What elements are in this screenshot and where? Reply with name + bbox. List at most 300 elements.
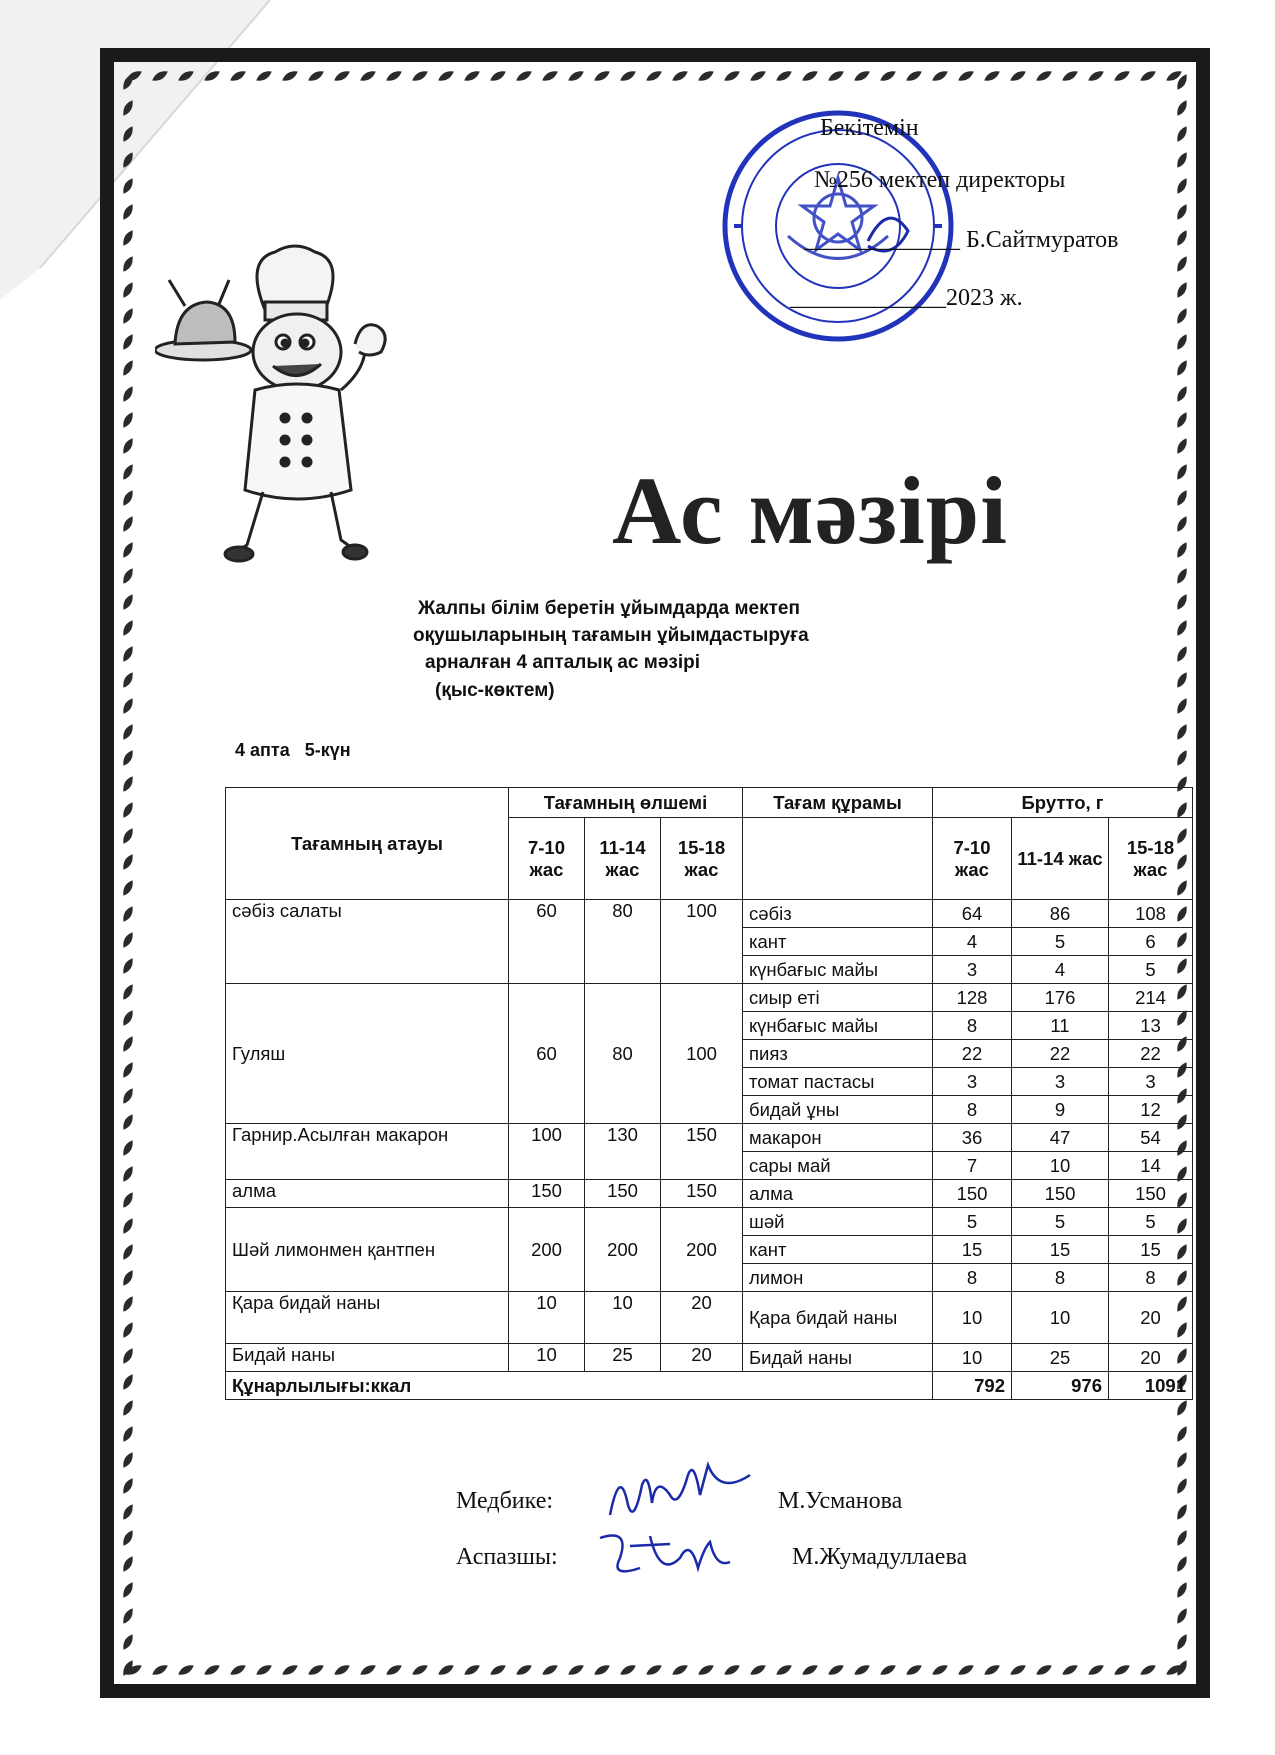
vine-leaf [254, 1662, 273, 1677]
table-row [226, 984, 1193, 1012]
brutto-value: 7 [933, 1152, 1012, 1180]
vine-leaf [120, 1086, 135, 1105]
vine-leaf [1174, 1398, 1189, 1417]
vine-leaf [904, 1662, 923, 1677]
vine-leaf [644, 1662, 663, 1677]
vine-leaf [826, 68, 845, 83]
approval-director: _____________ Б.Сайтмуратов [804, 227, 1119, 253]
vine-leaf [120, 1060, 135, 1079]
vine-leaf [1174, 150, 1189, 169]
vine-leaf [904, 68, 923, 83]
vine-leaf [1138, 68, 1157, 83]
vine-leaf [202, 68, 221, 83]
table-row [226, 1344, 1193, 1372]
dish-name: Гарнир.Асылған макарон [226, 1124, 509, 1180]
brutto-value: 54 [1109, 1124, 1193, 1152]
brutto-value: 22 [1109, 1040, 1193, 1068]
vine-leaf [774, 68, 793, 83]
brutto-value: 128 [933, 984, 1012, 1012]
vine-leaf [120, 436, 135, 455]
brutto-value: 14 [1109, 1152, 1193, 1180]
subtitle-line-2: оқушыларының тағамын ұйымдастыруға [413, 625, 809, 646]
vine-leaf [566, 68, 585, 83]
vine-leaf [1174, 358, 1189, 377]
vine-leaf [202, 1662, 221, 1677]
vine-leaf [120, 1190, 135, 1209]
vine-leaf [1008, 68, 1027, 83]
vine-leaf [1174, 1554, 1189, 1573]
vine-leaf [1034, 68, 1053, 83]
vine-leaf [592, 68, 611, 83]
vine-leaf [120, 514, 135, 533]
table-row [226, 900, 1193, 928]
vine-leaf [120, 1112, 135, 1131]
subtitle-line-1: Жалпы білім беретін ұйымдарда мектеп [418, 598, 800, 619]
week-day-label: 4 апта 5-күн [235, 740, 351, 760]
brutto-value: 10 [933, 1344, 1012, 1372]
dish-name: Шәй лимонмен қантпен [226, 1208, 509, 1292]
vine-leaf [878, 68, 897, 83]
vine-leaf [120, 852, 135, 871]
vine-leaf [982, 68, 1001, 83]
ingredient-name: Бидай наны [743, 1344, 933, 1372]
vine-leaf [228, 1662, 247, 1677]
vine-leaf [280, 68, 299, 83]
vine-leaf [120, 1502, 135, 1521]
brutto-value: 3 [1012, 1068, 1109, 1096]
brutto-value: 108 [1109, 900, 1193, 928]
brutto-value: 22 [933, 1040, 1012, 1068]
vine-leaf [1060, 68, 1079, 83]
vine-leaf [1174, 488, 1189, 507]
dish-name: Қара бидай наны [226, 1292, 509, 1344]
vine-leaf [120, 176, 135, 195]
vine-leaf [1174, 1450, 1189, 1469]
vine-leaf [514, 68, 533, 83]
brutto-value: 20 [1109, 1292, 1193, 1344]
vine-leaf [566, 1662, 585, 1677]
vine-leaf [1174, 1606, 1189, 1625]
brutto-value: 150 [933, 1180, 1012, 1208]
vine-leaf [120, 1138, 135, 1157]
table-row [226, 1180, 1193, 1208]
ingredient-name: шәй [743, 1208, 933, 1236]
header-portion-age-1: 7-10 жас [509, 818, 585, 900]
vine-leaf [1138, 1662, 1157, 1677]
brutto-value: 22 [1012, 1040, 1109, 1068]
vine-leaf [120, 1398, 135, 1417]
brutto-value: 5 [1109, 1208, 1193, 1236]
dish-name: Гуляш [226, 984, 509, 1124]
portion-value: 150 [661, 1180, 743, 1208]
vine-leaf [436, 1662, 455, 1677]
portion-value: 200 [661, 1208, 743, 1292]
subtitle-line-4: (қыс-көктем) [435, 680, 555, 701]
nurse-name: М.Усманова [778, 1488, 903, 1514]
vine-leaf [120, 956, 135, 975]
vine-leaf [120, 1424, 135, 1443]
table-row [226, 1292, 1193, 1344]
vine-leaf [120, 1242, 135, 1261]
vine-leaf [120, 150, 135, 169]
brutto-value: 13 [1109, 1012, 1193, 1040]
vine-leaf [670, 1662, 689, 1677]
header-brutto-age-1: 7-10 жас [933, 818, 1012, 900]
vine-leaf [826, 1662, 845, 1677]
vine-leaf [800, 68, 819, 83]
brutto-value: 8 [1012, 1264, 1109, 1292]
vine-leaf [120, 410, 135, 429]
vine-leaf [410, 1662, 429, 1677]
vine-leaf [332, 1662, 351, 1677]
vine-leaf [1174, 618, 1189, 637]
ingredient-name: лимон [743, 1264, 933, 1292]
portion-value: 200 [585, 1208, 661, 1292]
vine-leaf [514, 1662, 533, 1677]
vine-leaf [120, 1476, 135, 1495]
vine-leaf [1174, 254, 1189, 273]
vine-leaf [150, 1662, 169, 1677]
vine-leaf [1174, 436, 1189, 455]
brutto-value: 4 [933, 928, 1012, 956]
header-composition-blank [743, 818, 933, 900]
dish-name: Бидай наны [226, 1344, 509, 1372]
vine-leaf [852, 68, 871, 83]
vine-leaf [540, 68, 559, 83]
vine-leaf [358, 1662, 377, 1677]
vine-leaf [120, 904, 135, 923]
portion-value: 10 [585, 1292, 661, 1344]
vine-leaf [1086, 1662, 1105, 1677]
vine-leaf [120, 1268, 135, 1287]
approval-position: №256 мектеп директоры [814, 167, 1066, 193]
vine-leaf [120, 644, 135, 663]
vine-leaf [120, 384, 135, 403]
header-portion: Тағамның өлшемі [509, 788, 743, 818]
ingredient-name: күнбағыс майы [743, 956, 933, 984]
brutto-value: 47 [1012, 1124, 1109, 1152]
vine-leaf [618, 68, 637, 83]
brutto-value: 25 [1012, 1344, 1109, 1372]
vine-leaf [1174, 462, 1189, 481]
vine-leaf [1174, 1476, 1189, 1495]
calories-value: 976 [1012, 1372, 1109, 1400]
vine-leaf [306, 68, 325, 83]
vine-leaf [120, 1346, 135, 1365]
vine-leaf [1174, 410, 1189, 429]
vine-leaf [176, 68, 195, 83]
vine-leaf [436, 68, 455, 83]
brutto-value: 3 [933, 1068, 1012, 1096]
vine-leaf [722, 1662, 741, 1677]
vine-leaf [670, 68, 689, 83]
vine-leaf [1174, 124, 1189, 143]
vine-leaf [462, 1662, 481, 1677]
vine-leaf [332, 68, 351, 83]
ingredient-name: алма [743, 1180, 933, 1208]
vine-leaf [930, 1662, 949, 1677]
vine-leaf [120, 1528, 135, 1547]
vine-leaf [120, 1216, 135, 1235]
vine-leaf [120, 202, 135, 221]
vine-leaf [1174, 644, 1189, 663]
vine-leaf [956, 1662, 975, 1677]
brutto-value: 5 [933, 1208, 1012, 1236]
header-brutto-age-2: 11-14 жас [1012, 818, 1109, 900]
ingredient-name: кант [743, 1236, 933, 1264]
portion-value: 20 [661, 1344, 743, 1372]
portion-value: 25 [585, 1344, 661, 1372]
vine-leaf [748, 1662, 767, 1677]
portion-value: 130 [585, 1124, 661, 1180]
vine-leaf [1112, 1662, 1131, 1677]
vine-leaf [1174, 280, 1189, 299]
vine-leaf [120, 1632, 135, 1651]
page-title: Ас мәзірі [612, 457, 1008, 564]
vine-leaf [1174, 1502, 1189, 1521]
vine-leaf [1174, 1632, 1189, 1651]
vine-leaf [384, 1662, 403, 1677]
portion-value: 200 [509, 1208, 585, 1292]
vine-leaf [120, 1294, 135, 1313]
approval-title: Бекітемін [820, 115, 919, 141]
portion-value: 60 [509, 900, 585, 984]
brutto-value: 36 [933, 1124, 1012, 1152]
ingredient-name: Қара бидай наны [743, 1292, 933, 1344]
vine-leaf [1174, 722, 1189, 741]
ingredient-name: пияз [743, 1040, 933, 1068]
header-portion-age-3: 15-18 жас [661, 818, 743, 900]
calories-row [226, 1372, 1193, 1400]
ingredient-name: сиыр еті [743, 984, 933, 1012]
vine-leaf [120, 1580, 135, 1599]
header-dish-name: Тағамның атауы [226, 788, 509, 900]
brutto-value: 9 [1012, 1096, 1109, 1124]
table-row [226, 1124, 1193, 1152]
dish-name: алма [226, 1180, 509, 1208]
brutto-value: 150 [1109, 1180, 1193, 1208]
brutto-value: 5 [1012, 1208, 1109, 1236]
brutto-value: 3 [933, 956, 1012, 984]
brutto-value: 10 [1012, 1152, 1109, 1180]
brutto-value: 10 [933, 1292, 1012, 1344]
header-brutto: Брутто, г [933, 788, 1193, 818]
vine-leaf [120, 1008, 135, 1027]
vine-leaf [120, 618, 135, 637]
vine-leaf [1174, 228, 1189, 247]
subtitle-line-3: арналған 4 апталық ас мәзірі [425, 652, 701, 673]
vine-leaf [120, 566, 135, 585]
vine-leaf [120, 670, 135, 689]
vine-leaf [1174, 1580, 1189, 1599]
brutto-value: 8 [933, 1096, 1012, 1124]
vine-leaf [878, 1662, 897, 1677]
vine-leaf [120, 1450, 135, 1469]
vine-leaf [618, 1662, 637, 1677]
vine-leaf [120, 826, 135, 845]
brutto-value: 15 [1109, 1236, 1193, 1264]
vine-leaf [120, 462, 135, 481]
header-brutto-age-3: 15-18 жас [1109, 818, 1193, 900]
ingredient-name: сары май [743, 1152, 933, 1180]
brutto-value: 11 [1012, 1012, 1109, 1040]
brutto-value: 5 [1012, 928, 1109, 956]
vine-leaf [306, 1662, 325, 1677]
brutto-value: 176 [1012, 984, 1109, 1012]
brutto-value: 15 [933, 1236, 1012, 1264]
vine-leaf [280, 1662, 299, 1677]
vine-leaf [120, 930, 135, 949]
vine-leaf [1174, 592, 1189, 611]
vine-leaf [956, 68, 975, 83]
portion-value: 80 [585, 900, 661, 984]
brutto-value: 12 [1109, 1096, 1193, 1124]
portion-value: 100 [661, 984, 743, 1124]
vine-leaf [120, 280, 135, 299]
vine-leaf [228, 68, 247, 83]
vine-leaf [120, 1320, 135, 1339]
vine-leaf [176, 1662, 195, 1677]
vine-leaf [462, 68, 481, 83]
calories-value: 1091 [1109, 1372, 1193, 1400]
vine-leaf [1086, 68, 1105, 83]
brutto-value: 8 [1109, 1264, 1193, 1292]
vine-leaf [1174, 98, 1189, 117]
vine-leaf [120, 1034, 135, 1053]
vine-leaf [1174, 176, 1189, 195]
vine-leaf [1174, 1424, 1189, 1443]
vine-leaf [696, 1662, 715, 1677]
vine-leaf [120, 1606, 135, 1625]
vine-leaf [120, 722, 135, 741]
vine-leaf [384, 68, 403, 83]
vine-leaf [852, 1662, 871, 1677]
vine-leaf [1060, 1662, 1079, 1677]
portion-value: 100 [661, 900, 743, 984]
brutto-value: 4 [1012, 956, 1109, 984]
portion-value: 150 [509, 1180, 585, 1208]
menu-table-body [226, 900, 1193, 1400]
brutto-value: 10 [1012, 1292, 1109, 1344]
ingredient-name: сәбіз [743, 900, 933, 928]
vine-leaf [1034, 1662, 1053, 1677]
vine-leaf [982, 1662, 1001, 1677]
vine-leaf [1174, 332, 1189, 351]
vine-leaf [120, 332, 135, 351]
portion-value: 10 [509, 1344, 585, 1372]
portion-value: 150 [661, 1124, 743, 1180]
vine-leaf [1174, 514, 1189, 533]
ingredient-name: томат пастасы [743, 1068, 933, 1096]
cook-signature [590, 1518, 740, 1588]
vine-leaf [1174, 670, 1189, 689]
vine-leaf [120, 228, 135, 247]
vine-leaf [1112, 68, 1131, 83]
vine-leaf [120, 358, 135, 377]
vine-leaf [1174, 202, 1189, 221]
brutto-value: 214 [1109, 984, 1193, 1012]
ingredient-name: күнбағыс майы [743, 1012, 933, 1040]
vine-leaf [120, 98, 135, 117]
brutto-value: 5 [1109, 956, 1193, 984]
vine-leaf [120, 1372, 135, 1391]
vine-leaf [120, 254, 135, 273]
vine-leaf [120, 306, 135, 325]
vine-leaf [930, 68, 949, 83]
calories-value: 792 [933, 1372, 1012, 1400]
vine-leaf [150, 68, 169, 83]
vine-leaf [120, 982, 135, 1001]
vine-leaf [540, 1662, 559, 1677]
calories-label: Құнарлылығы:ккал [226, 1372, 933, 1400]
vine-leaf [1174, 540, 1189, 559]
menu-table [225, 787, 1193, 1400]
vine-leaf [120, 124, 135, 143]
brutto-value: 86 [1012, 900, 1109, 928]
vine-leaf [488, 1662, 507, 1677]
vine-leaf [1174, 566, 1189, 585]
cook-name: М.Жумадуллаева [792, 1544, 968, 1570]
chef-illustration [155, 240, 415, 570]
vine-leaf [1174, 748, 1189, 767]
portion-value: 150 [585, 1180, 661, 1208]
vine-leaf [410, 68, 429, 83]
vine-leaf [120, 592, 135, 611]
vine-leaf [488, 68, 507, 83]
brutto-value: 6 [1109, 928, 1193, 956]
vine-leaf [1008, 1662, 1027, 1677]
vine-leaf [644, 68, 663, 83]
header-composition: Тағам құрамы [743, 788, 933, 818]
vine-leaf [120, 748, 135, 767]
vine-leaf [774, 1662, 793, 1677]
vine-leaf [1174, 384, 1189, 403]
approval-date: _____________2023 ж. [790, 285, 1023, 311]
portion-value: 10 [509, 1292, 585, 1344]
portion-value: 20 [661, 1292, 743, 1344]
vine-leaf [254, 68, 273, 83]
vine-leaf [748, 68, 767, 83]
vine-leaf [120, 800, 135, 819]
brutto-value: 8 [933, 1012, 1012, 1040]
ingredient-name: макарон [743, 1124, 933, 1152]
brutto-value: 8 [933, 1264, 1012, 1292]
vine-leaf [120, 540, 135, 559]
vine-leaf [120, 878, 135, 897]
brutto-value: 64 [933, 900, 1012, 928]
vine-leaf [120, 488, 135, 507]
vine-leaf [120, 1554, 135, 1573]
vine-leaf [592, 1662, 611, 1677]
dish-name: сәбіз салаты [226, 900, 509, 984]
portion-value: 60 [509, 984, 585, 1124]
table-row [226, 1208, 1193, 1236]
vine-leaf [722, 68, 741, 83]
ingredient-name: бидай ұны [743, 1096, 933, 1124]
ingredient-name: кант [743, 928, 933, 956]
vine-leaf [1174, 306, 1189, 325]
vine-leaf [120, 774, 135, 793]
vine-leaf [696, 68, 715, 83]
cook-label: Аспазшы: [456, 1544, 558, 1570]
vine-leaf [120, 696, 135, 715]
portion-value: 80 [585, 984, 661, 1124]
portion-value: 100 [509, 1124, 585, 1180]
vine-leaf [120, 1164, 135, 1183]
vine-leaf [1174, 1528, 1189, 1547]
brutto-value: 150 [1012, 1180, 1109, 1208]
vine-leaf [358, 68, 377, 83]
